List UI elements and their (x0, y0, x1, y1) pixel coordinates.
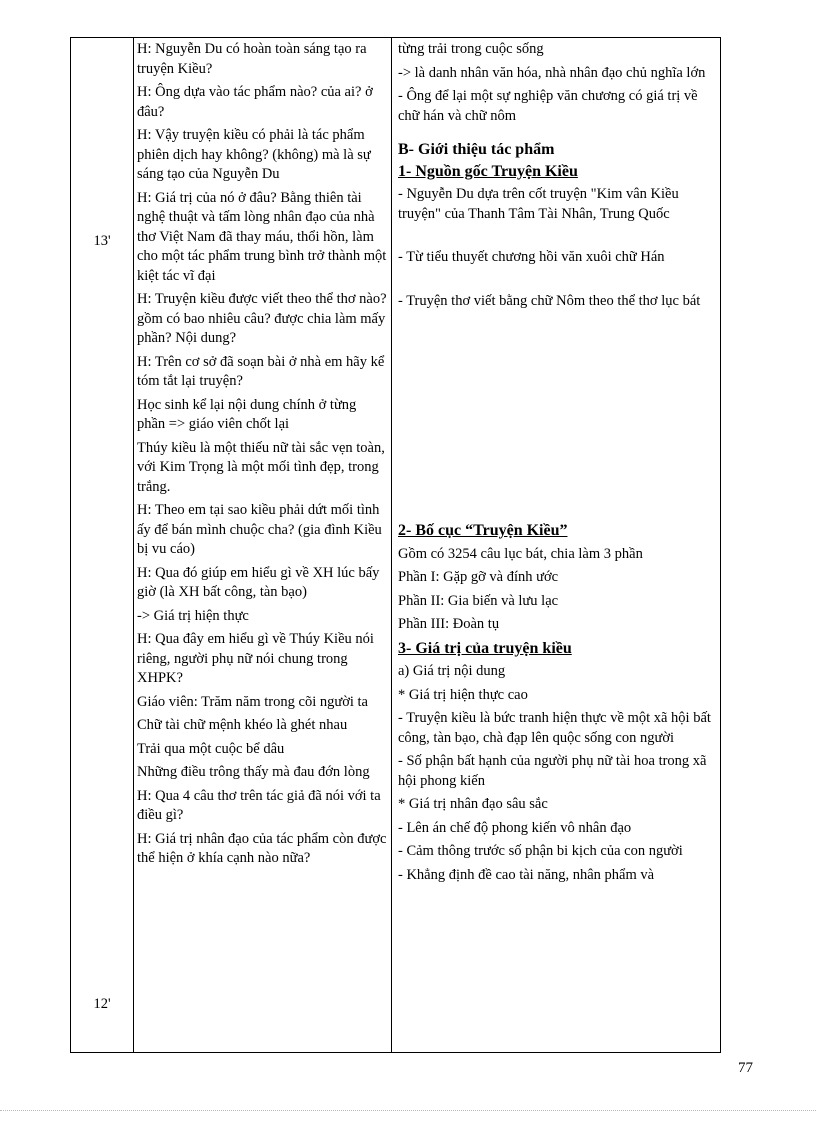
subsection-item: - Lên án chế độ phong kiến vô nhân đạo (398, 819, 632, 836)
left-paragraph: Học sinh kể lại nội dung chính ở từng phần => giáo viên chốt lại (137, 396, 357, 432)
intro-line: - Ông để lại một sự nghiệp văn chương có giá trị về chữ hán và chữ nôm (398, 88, 698, 124)
subsection-item: - Khẳng định đề cao tài năng, nhân phẩm và (398, 866, 655, 883)
left-paragraph: H: Ông dựa vào tác phẩm nào? của ai? ở đâu? (137, 84, 373, 120)
intro-line: từng trải trong cuộc sống (398, 41, 544, 57)
subsection-item: * Giá trị hiện thực cao (398, 686, 528, 703)
left-paragraph: H: Trên cơ sở đã soạn bài ở nhà em hãy kể tóm tắt lại truyện? (137, 353, 385, 389)
left-paragraph: Trải qua một cuộc bể dâu (137, 740, 285, 757)
time-label: 13' (93, 233, 111, 249)
subsection-heading: 3- Giá trị của truyện kiều (398, 639, 572, 657)
teacher-activity-column (137, 40, 387, 873)
column-divider (133, 38, 134, 1052)
subsection-heading: 1- Nguồn gốc Truyện Kiều (398, 162, 578, 180)
subsection-item: a) Giá trị nội dung (398, 663, 506, 679)
intro-line: -> là danh nhân văn hóa, nhà nhân đạo chủ nghĩa lớn (398, 64, 706, 81)
subsection-item: Phần II: Gia biến và lưu lạc (398, 592, 559, 609)
subsection-item: Phần III: Đoàn tụ (398, 616, 500, 632)
left-paragraph: H: Qua 4 câu thơ trên tác giả đã nói với ta điều gì? (137, 787, 381, 823)
subsection-item: - Truyện kiều là bức tranh hiện thực về một xã hội bất công, tàn bạo, chà đạp lên quộc sống con người (398, 710, 711, 746)
subsection-item: * Giá trị nhân đạo sâu sắc (398, 796, 548, 812)
left-paragraph: H: Truyện kiều được viết theo thể thơ nào? gồm có bao nhiêu câu? được chia làm mấy phần? Nội dung? (137, 291, 387, 346)
section-heading: B- Giới thiệu tác phẩm (398, 141, 555, 158)
subsection-item: - Cảm thông trước số phận bi kịch của con người (398, 843, 683, 859)
subsection-item: - Số phận bất hạnh của người phụ nữ tài hoa trong xã hội phong kiến (398, 753, 707, 789)
left-paragraph: H: Giá trị của nó ở đâu? Bằng thiên tài nghệ thuật và tấm lòng nhân đạo của nhà thơ Việt Nam đã thay máu, thổi hồn, làm cho một tác phẩm trung bình trở thành một kiệt tác vĩ đại (137, 189, 387, 284)
left-paragraph: Thúy kiều là một thiếu nữ tài sắc vẹn toàn, với Kim Trọng là một mối tình đẹp, trong trắng. (137, 439, 385, 495)
subsection-heading: 2- Bố cục “Truyện Kiều” (398, 522, 568, 539)
subsection-item: - Truyện thơ viết bằng chữ Nôm theo thể thơ lục bát (398, 292, 701, 309)
content-column (398, 40, 716, 889)
left-paragraph: -> Giá trị hiện thực (137, 607, 249, 624)
column-divider (391, 38, 392, 1052)
subsection-item: - Từ tiểu thuyết chương hồi văn xuôi chữ Hán (398, 249, 665, 265)
left-paragraph: H: Qua đó giúp em hiểu gì về XH lúc bấy giờ (là XH bất công, tàn bạo) (137, 564, 380, 600)
left-paragraph: H: Qua đây em hiểu gì về Thúy Kiều nói riêng, người phụ nữ nói chung trong XHPK? (137, 631, 374, 686)
left-paragraph: H: Theo em tại sao kiều phải dứt mối tình ấy để bán mình chuộc cha? (gia đình Kiều bị vu cáo) (137, 502, 382, 557)
left-paragraph: Những điều trông thấy mà đau đớn lòng (137, 764, 370, 780)
left-paragraph: Chữ tài chữ mệnh khéo là ghét nhau (137, 717, 348, 733)
left-paragraph: H: Vậy truyện kiều có phải là tác phẩm phiên dịch hay không? (không) mà là sự sáng tạo của Nguyễn Du (137, 127, 371, 182)
subsection-item: Gồm có 3254 câu lục bát, chia làm 3 phần (398, 545, 643, 562)
subsection-item: - Nguyễn Du dựa trên cốt truyện "Kim vân Kiều truyện" của Thanh Tâm Tài Nhân, Trung Quốc (398, 186, 679, 222)
left-paragraph: Giáo viên: Trăm năm trong cõi người ta (137, 693, 368, 710)
left-paragraph: H: Nguyễn Du có hoàn toàn sáng tạo ra truyện Kiều? (137, 41, 367, 77)
left-paragraph: H: Giá trị nhân đạo của tác phẩm còn được thể hiện ở khía cạnh nào nữa? (137, 830, 387, 866)
time-label: 12' (93, 996, 111, 1012)
page-bottom-border (0, 1110, 816, 1111)
page-number: 77 (738, 1060, 753, 1076)
lesson-table (70, 37, 721, 1053)
subsection-item: Phần I: Gặp gỡ và đính ước (398, 569, 559, 585)
